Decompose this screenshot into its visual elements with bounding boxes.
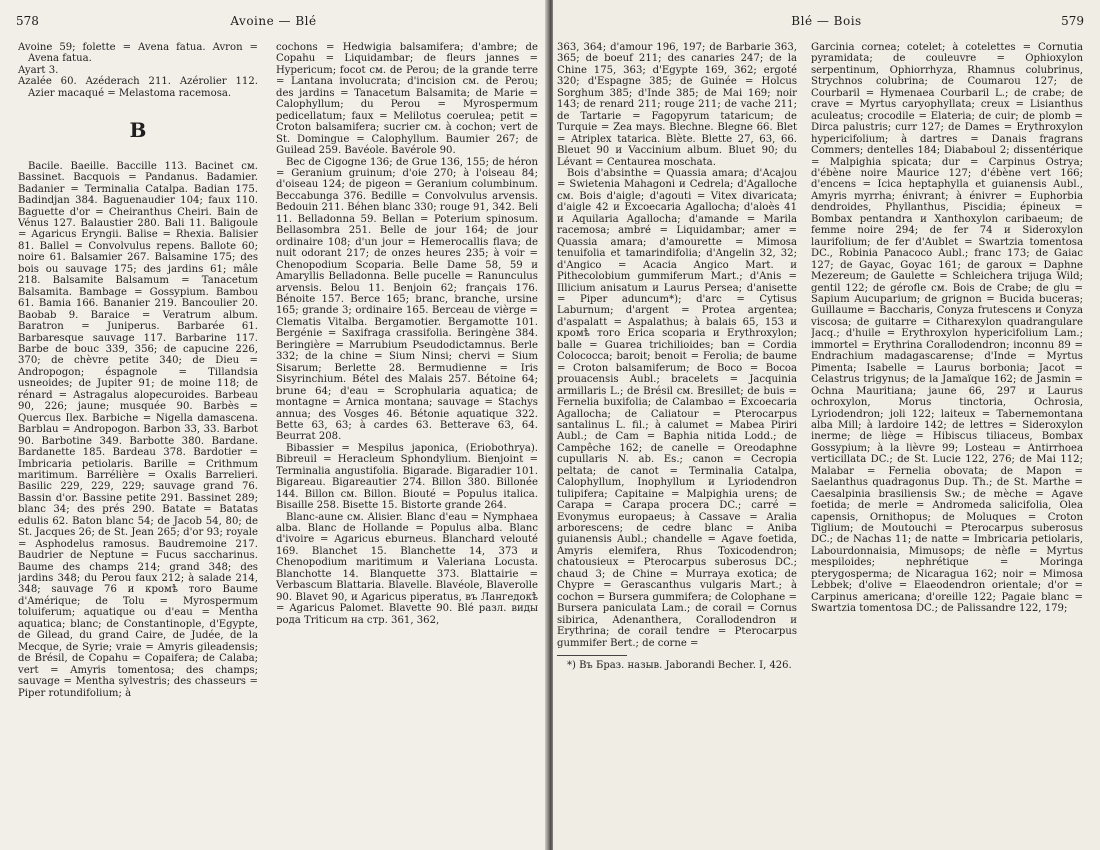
entry-paragraph: Blanc-аune см. Alisier. Blanc d'eau = Nymphaea alba. Blanc de Hollande = Populus alba. Blanc d'ivoire = Agaricus eburneus. Blanchard velouté 169. Blanchet 15. Blanchette 14, 373 и Chenopodium maritimum и Valeriana Locusta. Blanchotte 14. Blanquette 373. Blattairie = Verbascum Blattaria. Blavelle. Blavéole, Blaverolle 90. Blavet 90, и Agaricus piperatus, въ Лангедокѣ = Agaricus Palomet. Blavette 90. Blé разл. виды рода Triticum на стр. 361, 362, [276, 511, 538, 626]
footnote-rule [557, 655, 627, 656]
left-column-2 [276, 42, 538, 842]
right-column-2 [811, 42, 1083, 842]
right-page [553, 0, 1100, 850]
left-running-head [0, 14, 547, 32]
section-letter: B [129, 118, 147, 143]
entry-paragraph: Garcinia cornea; cotelet; à cotelettes = Cornutia pyramidata; de couleuvre = Ophioxylon serpentinum, Ophiorrhyza, Rhamnus colubrinus, Strychnos colubrina; de Coumarou 127; de Courbaril = Hymenaea Courbaril L.; de crabe; de crave = Myrtus caryophyllata; creux = Lisianthus aculeatus; crocodile = Elateria; de cuir; de plomb = Dirca palustris; curr 127; de Dames = Erythroxylon hypericifolium; à dartres = Danais fragrans Commers; dentelles 184; Diababoul 2; dissentérique = Malpighia spicata; dur = Carpinus Ostrya; d'ébène noire Maurice 127; d'ébène vert 166; d'encens = Icica heptaphylla et guianensis Aubl., Amyris myrrha; énivrant; à énivrer = Euphorbia dendroides, Phyllanthus, Piscidia; épineux = Bombax pentandra и Xanthoxylon caribaeum; de femme noire 294; de fer 74 и Sideroxylon laurifolium; de fer d'Aublet = Swartzia tomentosa DC., Robinia Panacoco Aubl.; franc 173; de Gaiac 127; de Gayac, Goyac 161; de garoux = Daphne Mezereum; de Gaulette = Schleichera trijuga Wild; gentil 122; de gérofle см. Bois de Crabe; de glu = Sapium Aucuparium; de grignon = Bucida buceras; Guillaume = Baccharis, Conyza frutescens и Conyza viscosa; de guitarre = Citharexylon quadrangulare Jacq.; d'huile = Erythroxylon hypericifolium Lam.; immortel = Erythrina Corallodendron; inconnu 89 = Endrachium madagascarense; d'Inde = Myrtus Pimenta; Isabelle = Laurus borbonia; Jacot = Celastrus trigynus; de la Jamaïque 162; de Jasmin = Ochna Mauritiana; jaune 66, 297 и Laurus ochroxylon, Morus tinctoria, Ochrosia, Lyriodendron; joli 122; laiteux = Tabernemontana alba Mill; à lardoire 142; de lettres = Sideroxylon inerme; de liège = Hibiscus tiliaceus, Bombax Gossypium; à la lièvre 99; Losteau = Antirrhoea verticillata DC.; de St. Lucie 122, 276; de Mai 112; Malabar = Fernelia obovata; de Mapon = Saelanthus quadragonus Dup. Th.; de St. Marthe = Caesalpinia brasiliensis Sw.; de mèche = Agave foetida; de merle = Andromeda salicifolia, Olea capensis, Ornithopus; de Moluques = Croton Tiglium; de Moutouchi = Pterocarpus suberosus DC.; de Nachas 11; de natte = Imbricaria petiolaris, Labourdonnaisia, Mimusops; de nèfle = Myrtus mespiloides; nephrétique = Moringa pterygosperma; de Nicaragua 162; noir = Mimosa Lebbek; d'olive = Elaeodendron orientale; d'or = Carpinus americana; d'oreille 122; Pagaie blanc = Swartzia tomentosa DC.; de Palissandre 122, 179; [811, 42, 1083, 615]
right-running-head [553, 14, 1100, 32]
entry-paragraph: Bacile. Baeille. Baccille 113. Bacinet см. Bassinet. Bacquois = Pandanus. Badamier. Badanier = Terminalia Catalpa. Badian 175. Badindjan 384. Baguenaudier 104; faux 110. Baguette d'or = Cheiranthus Cheiri. Bain de Vénus 127. Balaustier 280. Bali 11. Baligoule = Agaricus Eryngii. Balise = Rhexia. Balisier 81. Ballel = Convolvulus repens. Ballote 60; noire 61. Balsamier 267. Balsamine 175; des bois ou sauvage 175; des jardins 61; mâle 218. Balsamite Balsamum = Tanacetum Balsamita. Bambage = Gossypium. Bambou 61. Bamia 166. Bananier 219. Bancoulier 20. Baobab 9. Baraice = Veratrum album. Baratron = Juniperus. Barbarée 61. Barbaresque sauvage 117. Barbarine 117. Barbe de bouc 339, 356; de capucine 226, 370; de chèvre petite 340; de Dieu = Andropogon; éspagnole = Tillandsia usneoides; de Jupiter 91; de moine 118; de rénard = Astragalus alopecuroides. Barbeau 90, 226; jaune; musquée 90. Barbès = Quercus Ilex. Barbiche = Nigella damascena. Barblau = Andropogon. Barbon 33, 33. Barbot 90. Barbotine 349. Barbotte 380. Bardane. Bardanette 185. Bardeau 378. Bardotier = Imbricaria petiolaris. Barille = Crithmum maritimum. Barrélière = Oxalis Barrelieri. Basilic 229, 229, 229; sauvage grand 76. Bassin d'or. Bassine petite 291. Bassinet 289; blanc 34; des prés 290. Batate = Batatas edulis 62. Baton blanc 54; de Jacob 54, 80; de St. Jacques 26; de St. Jean 265; d'or 93; royale = Asphodelus ramosus. Baudremoine 217. Baudrier de Neptune = Fucus saccharinus. Baume des champs 214; grand 348; des jardins 348; du Perou faux 212; à salade 214, 348; sauvage 76 и кромѣ того Baume d'Amérique; de Tolu = Myrospermum toluiferum; aquatique ou d'eau = Mentha aquatica; blanc; de Constantinople, d'Egypte, de Gilead, du grand Caire, de Judée, de la Mecque, de Syrie; vraie = Amyris gileadensis; de Brésil, de Copahu = Copaifera; de Calaba; vert = Amyris tomentosa; des champs; sauvage = Mentha sylvestris; des chasseurs = Piper rotundifolium; à [18, 160, 258, 699]
entry-paragraph: Azalée 60. Azéderach 211. Azérolier 112. Azier macaqué = Melastoma racemosa. [18, 76, 258, 99]
left-column-1 [18, 42, 258, 842]
footnote: *) Въ Браз. назыв. Jaborandi Becher. I, 426. [567, 660, 792, 672]
entry-paragraph: cochons = Hedwigia balsamifera; d'ambre; de Copahu = Liquidambar; de fleurs jannes = Hypericum; focot см. de Perou; de la grande terre = Lantana involucrata; d'incision см. de Perou; des jardins = Tanacetum Balsamita; de Marie = Calophyllum; du Perou = Myrospermum pedicellatum; faux = Melilotus coerulea; petit = Croton balsamifera; sucrier см. à cochon; vert de St. Domingue = Calophyllum. Baumier 267; de Guilead 259. Bavéole. Bavérole 90. [276, 42, 538, 157]
left-header-title: Avoine — Blé [230, 14, 317, 28]
entry-paragraph: Bois d'absinthe = Quassia amara; d'Acajou = Swietenia Mahagoni и Cedrela; d'Agalloche см. Bois d'aigle; d'agouti = Vitex divaricata; d'aigle 42 и Excoecaria Agallocha; d'aloès 41 и Aquilaria Agallocha; d'amande = Marila racemosa; ambré = Liquidambar; amer = Quassia amara; d'amourette = Mimosa tenuifolia et tamarindifolia; d'Angelin 32, 32; d'Angico = Acacia Angico Mart. и Pithecolobium gummiferum Mart.; d'Anis = Illicium anisatum и Laurus Persea; d'anisette = Piper aduncum*); d'arc = Cytisus Laburnum; d'argent = Protea argentea; d'aspalatt = Aspalathus; à balais 65, 153 и кромѣ того Erica scoparia и Erythroxylon; balle = Guarea trichilioides; ban = Cordia Colococca; baroit; benoit = Ferolia; de baume = Croton balsamiferum; de Boco = Bocoa prouacensis Aubl.; bracelets = Jacquinia armillaris L.; de Brésil см. Bresillet; de buis = Fernelia buxifolia; de Calambao = Excoecaria Agallocha; de Caliatour = Pterocarpus santalinus L. fil.; à calumet = Mabea Piriri Aubl.; de Cam = Baphia nitida Lodd.; de Campêche 162; de canelle = Oreodaphne cupullaris N. ab. Es.; canon = Cecropia peltata; de canot = Terminalia Catalpa, Calophyllum, Inophyllum и Lyriodendron tulipifera; Capitaine = Malpighia urens; de Carapa = Carapa procera DC.; carré = Evonymus europaeus; à Cassave = Aralia arborescens; de cedre blanc = Aniba guianensis Aubl.; chandelle = Agave foetida, Amyris elemifera, Rhus Toxicodendron; chatousieux = Pterocarpus suberosus DC.; chaud 3; de Chine = Murraya exotica; de Chypre = Gerascanthus vulgaris Mart.; à cochon = Bursera gummifera; de Colophane = Bursera paniculata Lam.; de corail = Cornus sibirica, Adenanthera, Corallodendron и Erythrina; de corail tendre = Pterocarpus gummifer Bert.; de corne = [557, 167, 797, 649]
left-page-number: 578 [16, 14, 39, 28]
left-page [0, 0, 547, 850]
right-column-1 [557, 42, 797, 842]
entry-paragraph: Avoine 59; folette = Avena fatua. Avron = Avena fatua. [18, 42, 258, 65]
right-header-title: Blé — Bois [791, 14, 862, 28]
right-page-number: 579 [1061, 14, 1084, 28]
entry-paragraph: Bibassier = Mespilus japonica, (Eriobothrya). Bibreuil = Heracleum Sphondylium. Bienjoint = Terminalia angustifolia. Bigarade. Bigaradier 101. Bigareau. Bigareautier 274. Billon 380. Billonée 144. Billon см. Billon. Biouté = Populus italica. Bisaille 258. Bisette 15. Bistorte grande 264. [276, 442, 538, 512]
entry-paragraph: 363, 364; d'amour 196, 197; de Barbarie 363, 365; de boeuf 211; des canaries 247; de la Chine 175, 363; d'Egypte 169, 362; ergoté 320; d'Espagne 385; de Guinée = Holcus Sorghum 385; d'Inde 385; de Mai 169; noir 143; de renard 211; rouge 211; de vache 211; de Tartarie = Fagopyrum tataricum; de Turquie = Zea mays. Blechne. Blegne 66. Blet = Atriplex tatarica. Blète. Blette 27, 63, 66. Bleuet 90 и Vaccinium album. Bluet 90; du Lévant = Centaurea moschata. [557, 42, 797, 168]
entry-paragraph: Ayart 3. [18, 64, 59, 76]
entry-paragraph: Bec de Cigogne 136; de Grue 136, 155; de héron = Geranium gruinum; d'oie 270; à l'oiseau 84; d'oiseau 124; de pigeon = Geranium columbinum. Beccabunga 376. Bedille = Convolvulus arvensis. Bedouin 211. Béhen blanc 330; rouge 91, 342. Beli 11. Belladonna 59. Bellan = Poterium spinosum. Bellasombra 251. Belle de jour 164; de jour ordinaire 108; d'un jour = Hemerocallis flava; de nuit odorant 217; de onzes heures 235; à voir = Chenopodium Scoparia. Belle Dame 58, 59 и Amaryllis Belladonna. Belle pucelle = Ranunculus arvensis. Belou 11. Benjoin 62; français 176. Bénoite 157. Berce 165; branc, branche, ursine 165; grande 3; ordinaire 165. Berceau de vièrge = Clematis Vitalba. Bergamotier. Bergamotte 101. Bergénie = Saxifraga crassifolia. Beringène 384. Beringière = Marrubium Pseudodictamnus. Berle 332; de la chine = Sium Ninsi; chervi = Sium Sisarum; Berlette 28. Bermudienne = Iris Sisyrinchium. Bétel des Malais 257. Bétoine 64; brune 64; d'eau = Scrophularia aquatica; de montagne = Arnica montana; sauvage = Stachys annua; des Vosges 46. Bétonie aquatique 322. Bette 63, 63; à cardes 63. Betterave 63, 64. Beurrat 208. [276, 156, 538, 443]
